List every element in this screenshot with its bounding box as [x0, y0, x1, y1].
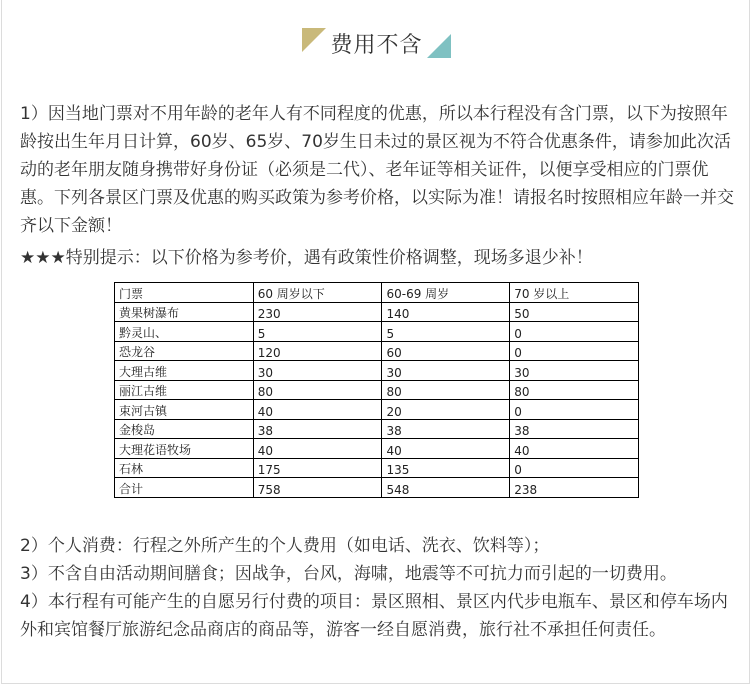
table-cell: 40	[253, 400, 382, 420]
table-cell: 黔灵山、	[115, 322, 254, 342]
table-cell: 38	[510, 419, 639, 439]
table-cell: 丽江古维	[115, 380, 254, 400]
table-cell: 0	[510, 322, 639, 342]
table-row	[115, 322, 639, 342]
column-header: 60 周岁以下	[253, 283, 382, 303]
table-cell: 80	[510, 380, 639, 400]
table-cell: 0	[510, 400, 639, 420]
table-cell: 30	[382, 361, 510, 381]
table-cell: 175	[253, 458, 382, 478]
table-cell: 40	[510, 439, 639, 459]
table-row	[115, 458, 639, 478]
table-cell: 5	[382, 322, 510, 342]
table-cell: 60	[382, 341, 510, 361]
table-cell: 40	[382, 439, 510, 459]
column-header: 70 岁以上	[510, 283, 639, 303]
table-row	[115, 302, 639, 322]
table-cell: 金梭岛	[115, 419, 254, 439]
table-cell: 548	[382, 478, 510, 498]
table-row	[115, 380, 639, 400]
table-cell: 40	[253, 439, 382, 459]
column-header: 60-69 周岁	[382, 283, 510, 303]
table-cell: 758	[253, 478, 382, 498]
table-cell: 120	[253, 341, 382, 361]
table-cell: 20	[382, 400, 510, 420]
left-accent-triangle	[302, 28, 326, 52]
table-cell: 80	[253, 380, 382, 400]
table-cell: 238	[510, 478, 639, 498]
table-cell: 合计	[115, 478, 254, 498]
table-cell: 5	[253, 322, 382, 342]
table-cell: 38	[382, 419, 510, 439]
table-cell: 230	[253, 302, 382, 322]
special-notice: ★★★特别提示：以下价格为参考价，遇有政策性价格调整，现场多退少补！	[20, 248, 593, 268]
section-header	[0, 26, 753, 60]
table-cell: 0	[510, 458, 639, 478]
table-row	[115, 361, 639, 381]
section-title: 费用不含	[330, 32, 423, 58]
exclusion-list	[20, 532, 735, 644]
table-cell: 38	[253, 419, 382, 439]
list-item: 3）不含自由活动期间膳食；因战争，台风，海啸，地震等不可抗力而引起的一切费用。	[20, 564, 677, 584]
table-cell: 束河古镇	[115, 400, 254, 420]
table-row	[115, 419, 639, 439]
table-cell: 30	[253, 361, 382, 381]
table-cell: 80	[382, 380, 510, 400]
table-row	[115, 400, 639, 420]
right-accent-triangle	[427, 34, 451, 58]
list-item: 2）个人消费：行程之外所产生的个人费用（如电话、洗衣、饮料等）；	[20, 536, 550, 556]
intro-paragraph: 1）因当地门票对不用年龄的老年人有不同程度的优惠，所以本行程没有含门票，以下为按照年龄按出生年月日计算，60岁、65岁、70岁生日未过的景区视为不符合优惠条件，请参加此次活动的老年朋友随身携带好身份证（必须是二代）、老年证等相关证件，以便享受相应的门票优惠。下列各景区门票及优惠的购买政策为参考价格，以实际为准！请报名时按照相应年龄一并交齐以下金额！	[20, 104, 734, 236]
table-row	[115, 439, 639, 459]
table-cell: 140	[382, 302, 510, 322]
column-header: 门票	[115, 283, 254, 303]
table-total-row	[115, 478, 639, 498]
table-cell: 30	[510, 361, 639, 381]
table-header-row	[115, 283, 639, 303]
ticket-price-table	[114, 282, 639, 498]
table-cell: 黄果树瀑布	[115, 302, 254, 322]
table-row	[115, 341, 639, 361]
table-cell: 石林	[115, 458, 254, 478]
table-cell: 大理古维	[115, 361, 254, 381]
table-cell: 50	[510, 302, 639, 322]
table-cell: 恐龙谷	[115, 341, 254, 361]
table-cell: 大理花语牧场	[115, 439, 254, 459]
table-cell: 135	[382, 458, 510, 478]
table-cell: 0	[510, 341, 639, 361]
list-item: 4）本行程有可能产生的自愿另行付费的项目：景区照相、景区内代步电瓶车、景区和停车场内外和宾馆餐厅旅游纪念品商店的商品等，游客一经自愿消费，旅行社不承担任何责任。	[20, 592, 728, 640]
